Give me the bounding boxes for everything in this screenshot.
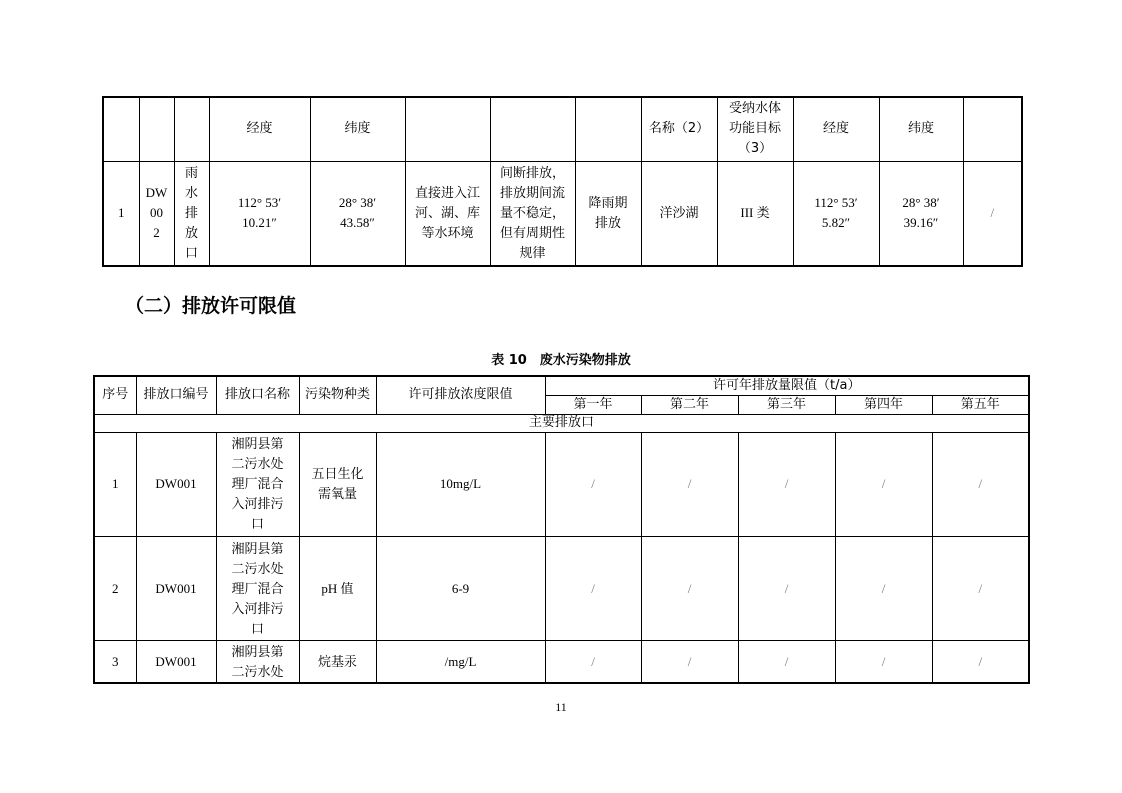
row-year-1: / <box>545 641 641 683</box>
row-concentration-limit: /mg/L <box>376 641 545 683</box>
row-year-3: / <box>738 536 835 640</box>
row-year-5: / <box>932 536 1029 640</box>
row-empty-value: / <box>963 161 1022 266</box>
row-year-4: / <box>835 536 932 640</box>
header-cell <box>490 97 575 161</box>
header-latitude: 纬度 <box>879 97 963 161</box>
header-year-2: 第二年 <box>641 395 738 414</box>
header-year-1: 第一年 <box>545 395 641 414</box>
header-year-3: 第三年 <box>738 395 835 414</box>
header-cell <box>575 97 641 161</box>
header-year-5: 第五年 <box>932 395 1029 414</box>
header-longitude: 经度 <box>209 97 310 161</box>
header-function-target: 受纳水体 功能目标 （3） <box>717 97 793 161</box>
row-year-1: / <box>545 536 641 640</box>
table-header-row <box>103 97 1022 161</box>
header-year-4: 第四年 <box>835 395 932 414</box>
table-header-row <box>94 376 1029 395</box>
row-pollutant: 烷基汞 <box>299 641 376 683</box>
row-seq: 3 <box>94 641 136 683</box>
row-pollutant: pH 值 <box>299 536 376 640</box>
header-longitude: 经度 <box>793 97 879 161</box>
row-year-3: / <box>738 432 835 536</box>
header-cell <box>405 97 490 161</box>
row-discharge-period: 降雨期 排放 <box>575 161 641 266</box>
row-year-2: / <box>641 641 738 683</box>
row-outlet-name: 湘阴县第 二污水处 <box>216 641 299 683</box>
header-receiving-name: 名称（2） <box>641 97 717 161</box>
row-year-3: / <box>738 641 835 683</box>
row-discharge-pattern: 间断排放， 排放期间流 量不稳定， 但有周期性 规律 <box>490 161 575 266</box>
row-outlet-code: DW001 <box>136 536 216 640</box>
row-latitude: 28° 38′ 39.16″ <box>879 161 963 266</box>
row-seq: 2 <box>94 536 136 640</box>
group-row <box>94 414 1029 432</box>
table-row <box>94 641 1029 683</box>
row-discharge-direction: 直接进入江 河、湖、库 等水环境 <box>405 161 490 266</box>
row-function-target: III 类 <box>717 161 793 266</box>
page-number: 11 <box>555 700 567 714</box>
header-cell <box>139 97 174 161</box>
row-year-1: / <box>545 432 641 536</box>
row-receiving-name: 洋沙湖 <box>641 161 717 266</box>
header-cell <box>103 97 139 161</box>
row-outlet-code: DW 00 2 <box>139 161 174 266</box>
table-row <box>103 161 1022 266</box>
row-seq: 1 <box>94 432 136 536</box>
row-outlet-name: 湘阴县第 二污水处 理厂混合 入河排污 口 <box>216 536 299 640</box>
table-caption: 表 10 废水污染物排放 <box>491 353 631 368</box>
outlet-info-table <box>102 96 1023 267</box>
row-year-4: / <box>835 641 932 683</box>
section-title: （二）排放许可限值 <box>125 295 297 317</box>
row-year-2: / <box>641 536 738 640</box>
row-concentration-limit: 10mg/L <box>376 432 545 536</box>
row-latitude: 28° 38′ 43.58″ <box>310 161 405 266</box>
row-year-5: / <box>932 641 1029 683</box>
row-longitude: 112° 53′ 10.21″ <box>209 161 310 266</box>
header-seq: 序号 <box>94 376 136 414</box>
header-cell <box>174 97 209 161</box>
row-year-2: / <box>641 432 738 536</box>
header-outlet-code: 排放口编号 <box>136 376 216 414</box>
row-outlet-code: DW001 <box>136 641 216 683</box>
wastewater-pollutant-table <box>93 375 1030 684</box>
row-outlet-name: 湘阴县第 二污水处 理厂混合 入河排污 口 <box>216 432 299 536</box>
row-longitude: 112° 53′ 5.82″ <box>793 161 879 266</box>
row-pollutant: 五日生化 需氧量 <box>299 432 376 536</box>
row-seq: 1 <box>103 161 139 266</box>
header-concentration-limit: 许可排放浓度限值 <box>376 376 545 414</box>
header-latitude: 纬度 <box>310 97 405 161</box>
header-annual-limit: 许可年排放量限值（t/a） <box>545 376 1029 395</box>
row-outlet-code: DW001 <box>136 432 216 536</box>
table-row <box>94 536 1029 640</box>
header-cell <box>963 97 1022 161</box>
row-outlet-name: 雨 水 排 放 口 <box>174 161 209 266</box>
row-concentration-limit: 6-9 <box>376 536 545 640</box>
group-label: 主要排放口 <box>94 414 1029 432</box>
header-pollutant: 污染物种类 <box>299 376 376 414</box>
table-row <box>94 432 1029 536</box>
header-outlet-name: 排放口名称 <box>216 376 299 414</box>
row-year-5: / <box>932 432 1029 536</box>
row-year-4: / <box>835 432 932 536</box>
